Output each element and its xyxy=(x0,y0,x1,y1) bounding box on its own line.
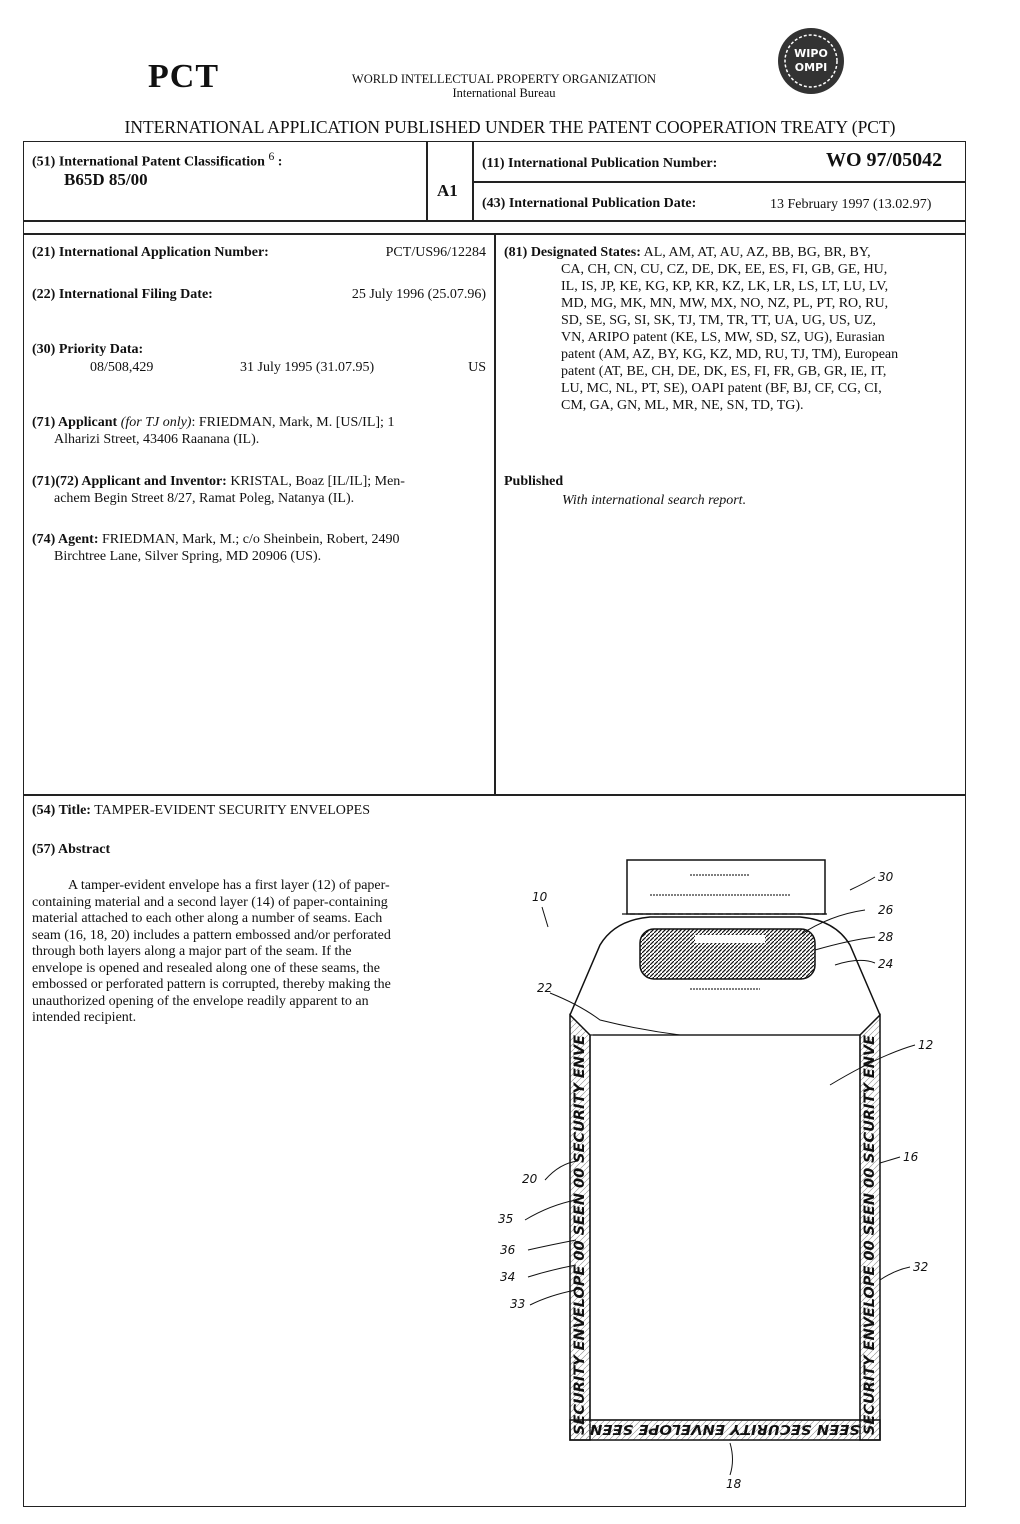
applicant-name: : FRIEDMAN, Mark, M. [US/IL]; 1 xyxy=(191,415,395,430)
ref-33: 33 xyxy=(510,1297,526,1311)
left-seam-text: SECURITY ENVELOPE 00 SEEN 00 SECURITY ENVE xyxy=(572,1048,588,1435)
abstract-line: material attached to each other along a number of seams. Each xyxy=(32,911,383,926)
inventor-block xyxy=(32,473,486,507)
designated-states-line: CA, CH, CN, CU, CZ, DE, DK, EE, ES, FI, GB, GE, HU, xyxy=(561,262,888,277)
logo-text-wipo: WIPO xyxy=(794,47,828,60)
published-label: Published xyxy=(504,474,564,489)
classification-edition: 6 xyxy=(268,150,275,163)
classification-label xyxy=(32,148,282,171)
ref-16: 16 xyxy=(903,1150,919,1164)
abstract-line: intended recipient. xyxy=(32,1010,137,1025)
logo-text-ompi: OMPI xyxy=(794,61,828,74)
publication-date: 13 February 1997 (13.02.97) xyxy=(770,197,932,212)
published-note: With international search report. xyxy=(562,493,747,508)
designated-states-first: AL, AM, AT, AU, AZ, BB, BG, BR, BY, xyxy=(643,245,871,260)
ref-34: 34 xyxy=(500,1270,516,1284)
designated-states-line: MD, MG, MK, MN, MW, MX, NO, NZ, PL, PT, RO, RU, xyxy=(561,296,889,311)
classification-code: B65D 85/00 xyxy=(64,170,148,189)
applicant-label: (71) Applicant xyxy=(32,415,118,430)
pct-heading: PCT xyxy=(148,58,219,95)
document-title: INTERNATIONAL APPLICATION PUBLISHED UNDER THE PATENT COOPERATION TREATY (PCT) xyxy=(124,117,896,137)
divider-row-2 xyxy=(23,794,966,796)
priority-number: 08/508,429 xyxy=(90,360,154,375)
designated-states-line: CM, GA, GN, ML, MR, NE, SN, TD, TG). xyxy=(561,398,804,413)
publication-number: WO 97/05042 xyxy=(826,149,943,171)
abstract-label: (57) Abstract xyxy=(32,842,111,857)
inventor-line-1 xyxy=(32,473,486,490)
ref-32: 32 xyxy=(913,1260,929,1274)
designated-states-line: patent (AM, AZ, BY, KG, KZ, MD, RU, TJ, TM), European xyxy=(561,347,899,362)
publication-kind: A1 xyxy=(437,181,458,200)
abstract-line: containing material and a second layer (14) of paper-containing xyxy=(32,894,388,910)
patent-title: TAMPER-EVIDENT SECURITY ENVELOPES xyxy=(94,803,370,818)
applicant-block xyxy=(32,414,486,448)
designated-states-line: IL, IS, JP, KE, KG, KP, KR, KZ, LK, LR, LS, LT, LU, LV, xyxy=(561,279,889,294)
abstract-line: unauthorized opening of the envelope readily apparent to an xyxy=(32,993,369,1009)
inventor-name: KRISTAL, Boaz [IL/IL]; Men- xyxy=(230,474,405,489)
priority-date: 31 July 1995 (31.07.95) xyxy=(240,360,375,375)
application-number-label: (21) International Application Number: xyxy=(32,245,269,260)
designated-states-label: (81) Designated States: xyxy=(504,245,641,260)
priority-country: US xyxy=(468,360,486,375)
designated-states-line: LU, MC, NL, PT, SE), OAPI patent (BF, BJ, CF, CG, CI, xyxy=(561,381,882,396)
organization-title: WORLD INTELLECTUAL PROPERTY ORGANIZATION xyxy=(351,72,657,86)
designated-states-line-1 xyxy=(504,244,959,261)
publication-number-label: (11) International Publication Number: xyxy=(482,156,718,171)
abstract-line: seam (16, 18, 20) includes a pattern embossed and/or perforated xyxy=(32,927,391,943)
application-number: PCT/US96/12284 xyxy=(385,245,486,260)
inventor-label: (71)(72) Applicant and Inventor: xyxy=(32,474,227,489)
applicant-line-1 xyxy=(32,414,486,431)
designated-states-line: VN, ARIPO patent (KE, LS, MW, SD, SZ, UG), Eurasian xyxy=(561,330,885,345)
abstract-line: envelope is opened and resealed along one of these seams, the xyxy=(32,960,380,976)
ref-12: 12 xyxy=(918,1038,934,1052)
agent-name: FRIEDMAN, Mark, M.; c/o Sheinbein, Robert, 2490 xyxy=(102,532,400,547)
designated-states-block xyxy=(504,244,959,414)
ref-24: 24 xyxy=(878,957,894,971)
ref-35: 35 xyxy=(498,1212,514,1226)
organization-name xyxy=(318,72,690,100)
bureau-name: International Bureau xyxy=(452,86,556,100)
abstract-line: embossed or perforated pattern is corrupted, thereby making the xyxy=(32,977,391,992)
inventor-address: achem Begin Street 8/27, Ramat Poleg, Natanya (IL). xyxy=(54,491,355,506)
ref-22: 22 xyxy=(537,981,553,995)
abstract-line: through both layers along a major part of the seam. If the xyxy=(32,944,352,959)
envelope-figure xyxy=(490,845,940,1495)
right-seam-text: SECURITY ENVELOPE 00 SEEN 00 SECURITY ENVE xyxy=(862,1048,878,1435)
ref-26: 26 xyxy=(878,903,894,917)
designated-states-rest xyxy=(504,261,959,414)
filing-date-label: (22) International Filing Date: xyxy=(32,287,213,302)
agent-line-1 xyxy=(32,531,486,548)
divider-middle xyxy=(494,234,496,794)
applicant-qualifier: (for TJ only) xyxy=(120,415,192,430)
publication-date-label: (43) International Publication Date: xyxy=(482,196,697,211)
envelope-drawing xyxy=(490,845,940,1495)
ref-36: 36 xyxy=(500,1243,516,1257)
title-line xyxy=(32,802,370,819)
agent-address: Birchtree Lane, Silver Spring, MD 20906 (US). xyxy=(54,549,322,564)
wipo-logo xyxy=(776,26,846,96)
ref-28: 28 xyxy=(878,930,894,944)
priority-data-label: (30) Priority Data: xyxy=(32,342,144,357)
title-label: (54) Title: xyxy=(32,803,91,818)
divider-publication xyxy=(472,181,966,183)
label-box xyxy=(627,860,825,914)
abstract-body xyxy=(32,878,454,1027)
designated-states-line: SD, SE, SG, SI, SK, TJ, TM, TR, TT, UA, UG, US, UZ, xyxy=(561,313,876,328)
classification-label-text: (51) International Patent Classification xyxy=(32,154,265,170)
abstract-line: A tamper-evident envelope has a first layer (12) of paper- xyxy=(68,878,390,893)
agent-label: (74) Agent: xyxy=(32,532,99,547)
ref-18: 18 xyxy=(726,1477,742,1491)
designated-states-line: patent (AT, BE, CH, DE, DK, ES, FI, FR, GB, GR, IE, IT, xyxy=(561,364,887,379)
divider-top-1 xyxy=(426,141,428,221)
filing-date: 25 July 1996 (25.07.96) xyxy=(351,287,486,302)
divider-row-1 xyxy=(23,220,966,222)
ref-30: 30 xyxy=(878,870,894,884)
classification-colon: : xyxy=(277,154,283,170)
agent-block xyxy=(32,531,486,565)
bottom-seam-text: SEEN SECURITY ENVELOPE SEEN xyxy=(589,1421,860,1436)
ref-20: 20 xyxy=(522,1172,538,1186)
ref-10: 10 xyxy=(532,890,548,904)
applicant-address: Alharizi Street, 43406 Raanana (IL). xyxy=(54,432,260,447)
